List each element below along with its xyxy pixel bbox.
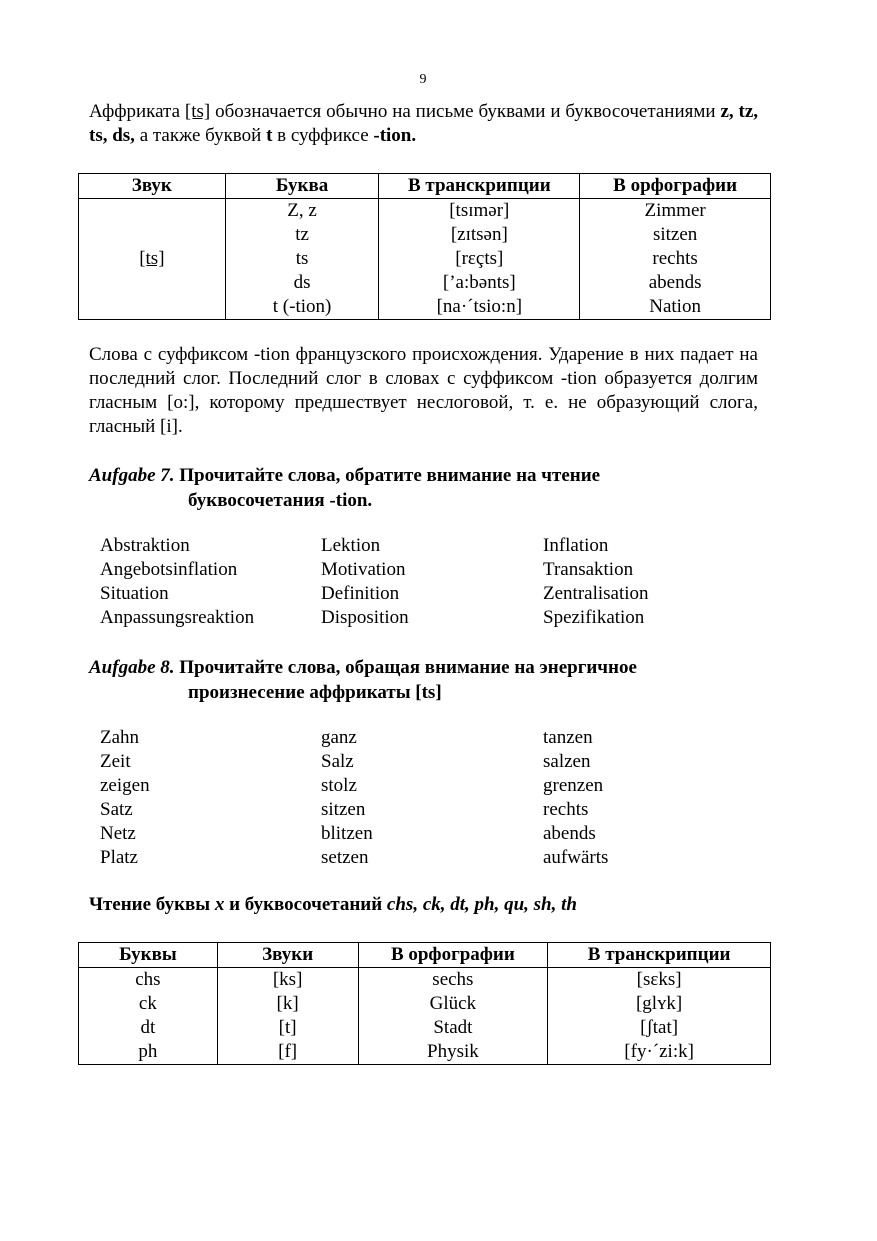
section-heading: [89, 894, 577, 916]
heading-text: Чтение буквы: [89, 894, 211, 915]
cell-line: tz: [295, 224, 309, 245]
word: Inflation: [543, 535, 609, 556]
word-row: [100, 534, 800, 558]
word-row: [100, 822, 800, 846]
transcription-cell: [379, 199, 580, 320]
word: Angebotsinflation: [100, 559, 238, 580]
cell-line: [rɛçts]: [455, 248, 504, 269]
cell-line: Nation: [649, 296, 701, 317]
cell-line: [f]: [278, 1041, 298, 1062]
task8-word-list: [100, 726, 800, 870]
sound-cell: [79, 199, 226, 320]
word: Salz: [321, 751, 354, 772]
suffix-paragraph: Слова с суффиксом -tion французского происхождения. Ударение в них падает на последний слог. Последний слог в словах с суффиксом -tion образуется долгим гласным [o:], которому предшествует неслоговой, т. е. не образующий слога, гласный [i].: [89, 344, 758, 437]
table-header: Звук: [79, 174, 226, 199]
intro-letter-t: t: [266, 125, 273, 146]
table-header: В орфографии: [358, 943, 548, 968]
intro-sound: [ts]: [184, 101, 211, 122]
cell-line: ts: [295, 248, 309, 269]
word-row: [100, 846, 800, 870]
intro-text: обозначается обычно на письме буквами и буквосочетаниями: [215, 101, 716, 122]
word: tanzen: [543, 727, 593, 748]
word: blitzen: [321, 823, 373, 844]
table-header: Буква: [225, 174, 379, 199]
word: ganz: [321, 727, 357, 748]
word: aufwärts: [543, 847, 609, 868]
table-header: В орфографии: [580, 174, 771, 199]
cell-line: ph: [138, 1041, 158, 1062]
word: grenzen: [543, 775, 604, 796]
task-text: произнесение аффрикаты [ts]: [188, 682, 442, 703]
task-label: Aufgabe 8.: [89, 657, 175, 678]
affricate-table: [78, 173, 771, 320]
task-text: Прочитайте слова, обращая внимание на энергичное: [179, 657, 637, 678]
word: Motivation: [321, 559, 406, 580]
cell-line: Physik: [427, 1041, 479, 1062]
task8-instruction: [89, 655, 789, 705]
cell-line: [k]: [276, 993, 299, 1014]
spelling-cell: [580, 199, 771, 320]
word: Netz: [100, 823, 136, 844]
word: Zentralisation: [543, 583, 649, 604]
table-header: В транскрипции: [379, 174, 580, 199]
task-text: буквосочетания -tion.: [188, 490, 373, 511]
word-row: [100, 582, 800, 606]
word: stolz: [321, 775, 357, 796]
cell-line: Stadt: [433, 1017, 473, 1038]
cell-line: rechts: [652, 248, 698, 269]
word: sitzen: [321, 799, 366, 820]
cell-line: [ks]: [272, 969, 303, 990]
cell-line: Z, z: [287, 200, 317, 221]
page-number: 9: [419, 72, 427, 87]
cell-line: chs: [135, 969, 161, 990]
intro-text: в суффиксе: [277, 125, 369, 146]
cell-line: [zɪtsən]: [450, 224, 508, 245]
cell-line: [ʃtat]: [640, 1017, 679, 1038]
word: Zeit: [100, 751, 131, 772]
cell-line: [ʼa:bənts]: [442, 272, 516, 293]
word: Zahn: [100, 727, 140, 748]
letters-cell: [79, 968, 218, 1065]
word: Disposition: [321, 607, 409, 628]
intro-letters: z, tz, ts, ds,: [89, 101, 759, 146]
cell-line: ds: [293, 272, 311, 293]
word: Situation: [100, 583, 169, 604]
word: Platz: [100, 847, 138, 868]
intro-paragraph: [89, 100, 758, 148]
cell-line: sitzen: [652, 224, 698, 245]
cell-line: [na·ˊtsio:n]: [436, 296, 523, 317]
word: Transaktion: [543, 559, 634, 580]
word-row: [100, 750, 800, 774]
table-header: Буквы: [79, 943, 218, 968]
cell-line: abends: [648, 272, 702, 293]
table-header: В транскрипции: [548, 943, 771, 968]
intro-suffix: -tion.: [373, 125, 417, 146]
task7-instruction: [89, 463, 789, 513]
word: Definition: [321, 583, 400, 604]
letter-combinations-table: [78, 942, 771, 1065]
task7-word-list: [100, 534, 800, 630]
word-row: [100, 774, 800, 798]
sound-value: [ts]: [139, 248, 165, 269]
word-row: [100, 726, 800, 750]
sounds-cell: [217, 968, 358, 1065]
word-row: [100, 558, 800, 582]
spelling-cell: [358, 968, 548, 1065]
word: abends: [543, 823, 596, 844]
cell-line: Glück: [429, 993, 477, 1014]
task-label: Aufgabe 7.: [89, 465, 175, 486]
word: Satz: [100, 799, 133, 820]
word: Spezifikation: [543, 607, 645, 628]
word: salzen: [543, 751, 591, 772]
word: zeigen: [100, 775, 150, 796]
heading-combinations: chs, ck, dt, ph, qu, sh, th: [386, 894, 577, 915]
word: Anpassungsreaktion: [100, 607, 255, 628]
word-row: [100, 606, 800, 630]
intro-text: а также буквой: [139, 125, 262, 146]
intro-text: Аффриката: [89, 101, 181, 122]
cell-line: dt: [140, 1017, 156, 1038]
task-text: Прочитайте слова, обратите внимание на чтение: [179, 465, 601, 486]
heading-text: и буквосочетаний: [229, 894, 383, 915]
word: setzen: [321, 847, 369, 868]
cell-line: [tsɪmər]: [449, 200, 510, 221]
cell-line: Zimmer: [644, 200, 706, 221]
word: rechts: [543, 799, 589, 820]
word: Lektion: [321, 535, 381, 556]
cell-line: t (-tion): [272, 296, 332, 317]
heading-letter: x: [214, 894, 225, 915]
word: Abstraktion: [100, 535, 190, 556]
transcription-cell: [548, 968, 771, 1065]
letters-cell: [225, 199, 379, 320]
cell-line: [sɛks]: [636, 969, 682, 990]
cell-line: [fy·ˊzi:k]: [624, 1041, 694, 1062]
cell-line: sechs: [432, 969, 474, 990]
cell-line: [glʏk]: [635, 993, 683, 1014]
table-header: Звуки: [217, 943, 358, 968]
cell-line: [t]: [278, 1017, 297, 1038]
word-row: [100, 798, 800, 822]
cell-line: ck: [138, 993, 157, 1014]
